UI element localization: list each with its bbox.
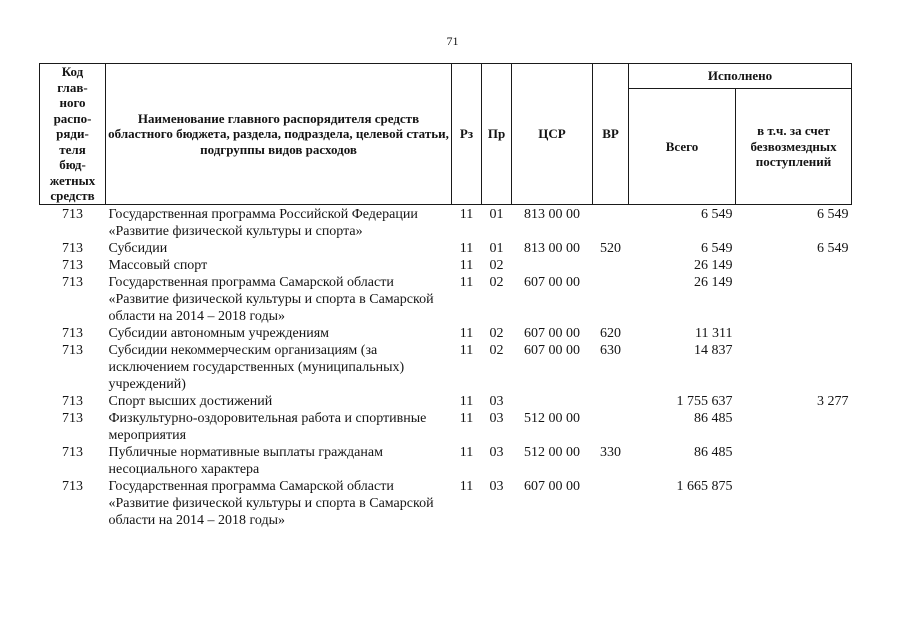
cell-total: 26 149 <box>694 257 733 273</box>
cell-name: Публичные нормативные выплаты гражданам несоциального характера <box>108 444 383 477</box>
header-row-top <box>40 64 852 89</box>
cell-rz: 11 <box>459 342 474 358</box>
cell-pr: 03 <box>489 478 504 494</box>
header-code-line: Код <box>61 64 84 79</box>
table-row <box>40 257 852 274</box>
header-total: Всего <box>629 89 736 205</box>
cell-csr: 813 00 00 <box>524 240 580 256</box>
cell-total: 6 549 <box>701 240 733 256</box>
cell-pr: 01 <box>489 206 504 222</box>
cell-csr: 607 00 00 <box>524 274 580 290</box>
cell-total: 1 755 637 <box>676 393 733 409</box>
header-code-line: ного <box>59 95 86 110</box>
cell-name: Массовый спорт <box>108 257 208 273</box>
header-code-line: теля <box>59 141 86 157</box>
cell-csr <box>512 257 593 274</box>
header-name: Наименование главного распорядителя средств областного бюджета, раздела, подраздела, целевой статьи, подгруппы видов расходов <box>106 64 452 205</box>
budget-execution-table <box>39 63 852 529</box>
table-row <box>40 204 852 240</box>
cell-pr: 02 <box>489 257 504 273</box>
header-code-line: глав- <box>57 79 88 95</box>
cell-gratis: 6 549 <box>817 206 849 222</box>
cell-gratis <box>736 257 852 274</box>
cell-name: Субсидии <box>108 240 168 256</box>
cell-gratis <box>736 342 852 393</box>
cell-csr: 512 00 00 <box>524 410 580 426</box>
cell-rz: 11 <box>459 410 474 426</box>
cell-total: 1 665 875 <box>676 478 733 494</box>
cell-code: 713 <box>62 478 83 494</box>
cell-gratis <box>736 478 852 529</box>
cell-vr <box>593 410 629 444</box>
cell-rz: 11 <box>459 393 474 409</box>
header-pr: Пр <box>482 64 512 205</box>
header-gratis: в т.ч. за счет безвозмездных поступлений <box>736 89 852 205</box>
cell-total: 11 311 <box>695 325 733 341</box>
cell-name: Спорт высших достижений <box>108 393 273 409</box>
cell-gratis <box>736 410 852 444</box>
cell-vr <box>593 478 629 529</box>
cell-csr: 512 00 00 <box>524 444 580 460</box>
cell-pr: 02 <box>489 274 504 290</box>
cell-csr: 607 00 00 <box>524 325 580 341</box>
cell-code: 713 <box>62 240 83 256</box>
cell-rz: 11 <box>459 274 474 290</box>
cell-gratis: 6 549 <box>817 240 849 256</box>
table-row <box>40 274 852 325</box>
table-row <box>40 325 852 342</box>
table-row <box>40 240 852 257</box>
cell-code: 713 <box>62 410 83 426</box>
table-row <box>40 478 852 529</box>
cell-pr: 03 <box>489 444 504 460</box>
cell-vr <box>593 393 629 410</box>
cell-csr: 607 00 00 <box>524 478 580 494</box>
cell-code: 713 <box>62 274 83 290</box>
header-executed: Исполнено <box>629 64 852 89</box>
header-code-line: распо- <box>53 110 92 126</box>
cell-total: 14 837 <box>694 342 733 358</box>
table-row <box>40 393 852 410</box>
cell-vr: 620 <box>600 325 621 341</box>
cell-rz: 11 <box>459 325 474 341</box>
header-code-line: жетных <box>49 172 96 188</box>
cell-rz: 11 <box>459 257 474 273</box>
cell-rz: 11 <box>459 240 474 256</box>
header-rz: Рз <box>452 64 482 205</box>
cell-code: 713 <box>62 393 83 409</box>
cell-name: Субсидии некоммерческим организациям (за исключением государственных (муниципальных) учреждений) <box>108 342 405 392</box>
cell-code: 713 <box>62 444 83 460</box>
cell-name: Государственная программа Российской Федерации «Развитие физической культуры и спорта» <box>108 206 418 239</box>
cell-code: 713 <box>62 257 83 273</box>
cell-csr: 607 00 00 <box>524 342 580 358</box>
cell-csr: 813 00 00 <box>524 206 580 222</box>
cell-total: 86 485 <box>694 444 733 460</box>
cell-gratis <box>736 325 852 342</box>
cell-code: 713 <box>62 206 83 222</box>
cell-gratis <box>736 274 852 325</box>
table-row <box>40 444 852 478</box>
cell-total: 26 149 <box>694 274 733 290</box>
header-vr: ВР <box>593 64 629 205</box>
header-code-line: средств <box>50 188 95 203</box>
cell-vr <box>593 274 629 325</box>
cell-pr: 03 <box>489 393 504 409</box>
cell-pr: 03 <box>489 410 504 426</box>
cell-vr <box>593 257 629 274</box>
cell-total: 6 549 <box>701 206 733 222</box>
cell-rz: 11 <box>459 478 474 494</box>
cell-vr: 330 <box>600 444 621 460</box>
cell-total: 86 485 <box>694 410 733 426</box>
table-row <box>40 342 852 393</box>
cell-pr: 02 <box>489 325 504 341</box>
cell-rz: 11 <box>459 206 474 222</box>
cell-gratis: 3 277 <box>817 393 849 409</box>
cell-code: 713 <box>62 325 83 341</box>
page-number: 71 <box>446 34 459 48</box>
header-code <box>40 64 106 205</box>
cell-name: Физкультурно-оздоровительная работа и спортивные мероприятия <box>108 410 427 443</box>
cell-name: Государственная программа Самарской области «Развитие физической культуры и спорта в Самарской области на 2014 – 2018 годы» <box>108 274 434 324</box>
cell-pr: 02 <box>489 342 504 358</box>
cell-code: 713 <box>62 342 83 358</box>
header-code-line: бюд- <box>59 157 86 172</box>
cell-name: Субсидии автономным учреждениям <box>108 325 330 341</box>
cell-rz: 11 <box>459 444 474 460</box>
table-row <box>40 410 852 444</box>
header-code-line: ряди- <box>56 126 89 141</box>
cell-vr: 520 <box>600 240 621 256</box>
cell-pr: 01 <box>489 240 504 256</box>
cell-vr: 630 <box>600 342 621 358</box>
cell-vr <box>593 204 629 240</box>
cell-gratis <box>736 444 852 478</box>
cell-name: Государственная программа Самарской области «Развитие физической культуры и спорта в Самарской области на 2014 – 2018 годы» <box>108 478 434 528</box>
header-csr: ЦСР <box>512 64 593 205</box>
cell-csr <box>512 393 593 410</box>
